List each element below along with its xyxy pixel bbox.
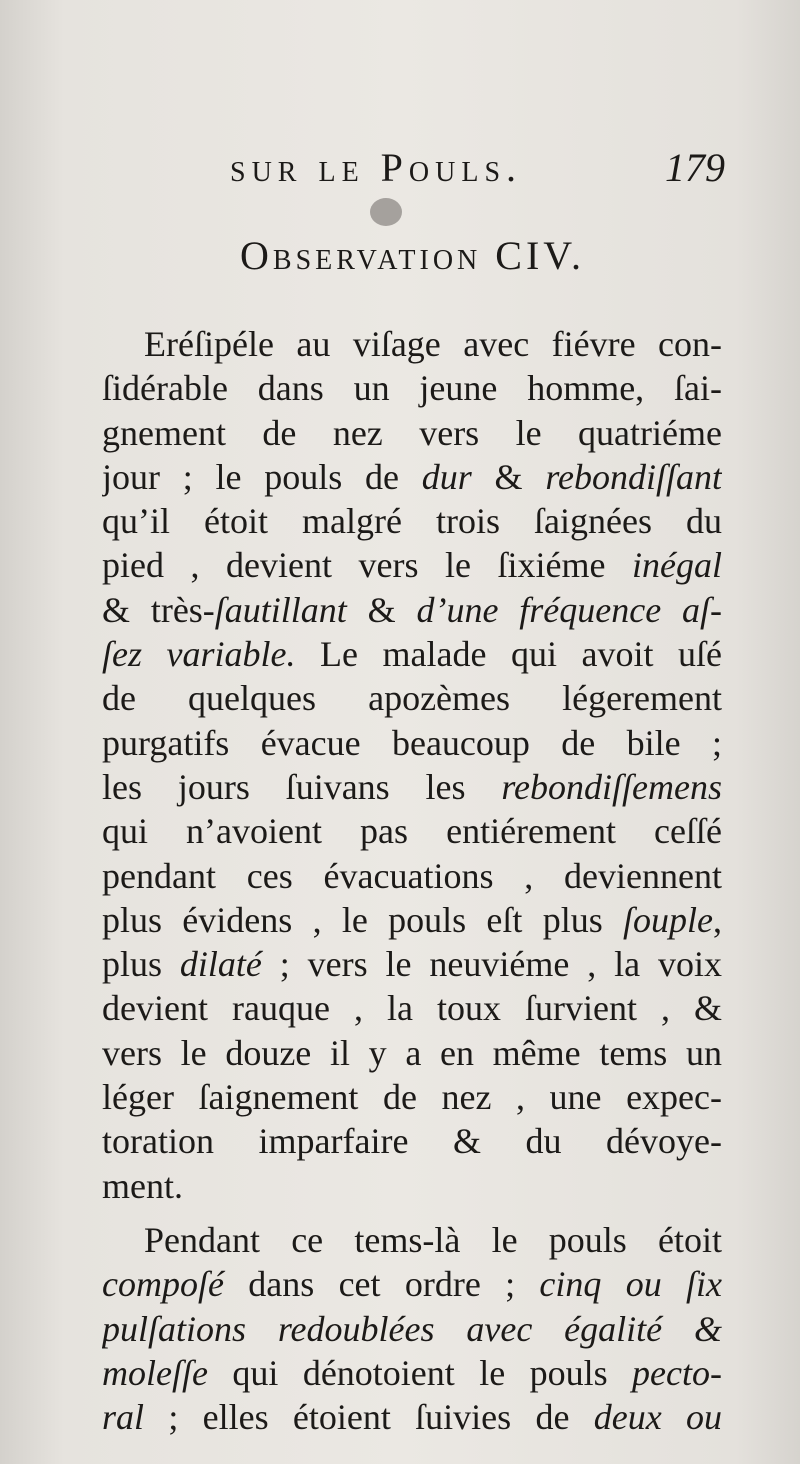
text-run: ment. <box>102 1165 183 1206</box>
text-run: & <box>471 456 546 497</box>
text-line <box>102 322 722 366</box>
ink-spot <box>370 198 402 226</box>
text-line <box>102 854 722 898</box>
text-run: les jours ſuivans les <box>102 766 502 807</box>
text-line <box>102 1119 722 1163</box>
text-run: jour ; le pouls de <box>102 456 422 497</box>
observation-heading: Observation CIV. <box>240 233 585 278</box>
text-line <box>102 1395 722 1439</box>
italic-text: deux ou <box>593 1397 722 1438</box>
text-run: Pendant ce tems-là le pouls étoit <box>144 1219 722 1260</box>
italic-text: cinq ou ſix <box>539 1264 722 1305</box>
italic-text: moleſſe <box>102 1352 208 1393</box>
italic-text: inégal <box>632 545 722 586</box>
text-line <box>102 676 722 720</box>
text-run: ; vers le neuviéme , la voix <box>261 944 722 985</box>
text-line <box>102 1031 722 1075</box>
body-text <box>102 322 722 1439</box>
text-line <box>102 1262 722 1306</box>
text-line <box>102 411 722 455</box>
text-line <box>102 898 722 942</box>
text-line <box>102 499 722 543</box>
text-run: ſidérable dans un jeune homme, ſai- <box>102 368 722 409</box>
text-line <box>102 1307 722 1351</box>
text-run: Eréſipéle au viſage avec fiévre con- <box>144 324 722 364</box>
page-number: 179 <box>665 145 725 190</box>
text-line <box>102 632 722 676</box>
italic-text: pecto- <box>632 1352 722 1393</box>
italic-text: pulſations redoublées avec égalité & <box>102 1308 722 1349</box>
text-run: dans cet ordre ; <box>223 1264 540 1305</box>
text-line <box>102 1164 722 1208</box>
text-run: qui n’avoient pas entiérement ceſſé <box>102 811 722 852</box>
text-line <box>102 1218 722 1262</box>
text-line <box>102 588 722 632</box>
italic-text: compoſé <box>102 1264 224 1305</box>
italic-text: rebondiſſemens <box>501 766 722 807</box>
text-run: qui dénotoient le pouls <box>207 1352 633 1393</box>
italic-text: dilaté <box>179 944 262 985</box>
running-head <box>100 140 725 200</box>
text-run: plus <box>102 944 180 985</box>
text-run: toration imparfaire & du dévoye- <box>102 1121 722 1162</box>
text-run: & très- <box>102 589 215 630</box>
italic-text: ſouple <box>623 899 713 940</box>
text-run: pied , devient vers le ſixiéme <box>102 545 633 586</box>
text-run: vers le douze il y a en même tems un <box>102 1032 722 1073</box>
text-run: qu’il étoit malgré trois ſaignées du <box>102 501 722 542</box>
italic-text: ſez variable. <box>102 634 296 675</box>
text-line <box>102 455 722 499</box>
text-run: pendant ces évacuations , deviennent <box>102 855 722 896</box>
text-run: gnement de nez vers le quatriéme <box>102 412 722 453</box>
text-run: purgatifs évacue beaucoup de bile ; <box>102 722 722 763</box>
italic-text: dur <box>421 456 472 497</box>
text-line <box>102 1351 722 1395</box>
text-line <box>102 809 722 853</box>
italic-text: rebondiſſant <box>545 456 722 497</box>
text-run: léger ſaignement de nez , une expec- <box>102 1077 722 1118</box>
text-run: ; elles étoient ſuivies de <box>144 1397 594 1438</box>
text-line <box>102 1075 722 1119</box>
text-run: devient rauque , la toux ſurvient , & <box>102 988 722 1029</box>
text-line <box>102 543 722 587</box>
text-line <box>102 366 722 410</box>
running-title: sur le Pouls. <box>230 145 523 190</box>
text-line <box>102 986 722 1030</box>
text-run: Le malade qui avoit uſé <box>295 634 722 675</box>
text-line <box>102 765 722 809</box>
text-line <box>102 942 722 986</box>
italic-text: d’une fréquence aſ- <box>416 589 722 630</box>
text-run: de quelques apozèmes légerement <box>102 678 722 719</box>
text-run: plus évidens , le pouls eſt plus <box>102 899 624 940</box>
italic-text: ral <box>102 1397 145 1438</box>
text-line <box>102 721 722 765</box>
text-run: & <box>346 589 417 630</box>
text-run: , <box>713 899 722 940</box>
italic-text: ſautillant <box>214 589 347 630</box>
